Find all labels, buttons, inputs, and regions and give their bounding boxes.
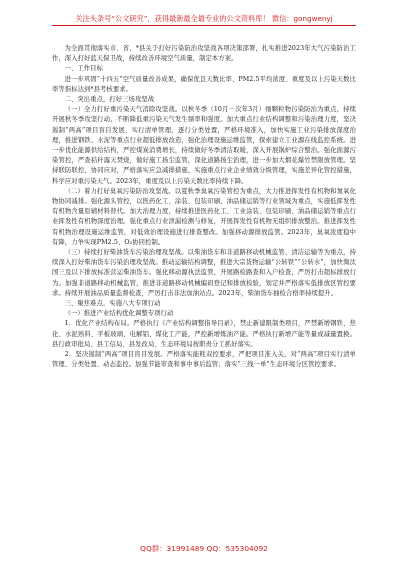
section-heading: 三、聚焦难点，实施八大专项行动	[64, 300, 161, 308]
section-heading: （一）推进产业结构优化调整专项行动	[64, 310, 174, 318]
body-paragraph: （二）着力打好臭氧污染防治攻坚战。以夏秋季臭氧污染管控为重点，大力推进挥发性有机物和氮氧化物协同减排。强化源头管控，以医药化工、涂装、包装印刷、油品储运销等行业领域为重点，实施低挥发性有机物含量原辅材料替代。加大治理力度，持续推进医药化工、工业涂装、包装印刷、油品储运销等重点行业挥发性有机物深度治理。强化重点行业泄漏检测与修复，开展挥发性有机物无组织排放整治。推进挥发性有机物治理设施运维监管，对低效治理设施进行排查整改。加强移动源排放监管。2023年，臭氧浓度稳中有降，力争实现PM2.5、O₃协同控制。	[52, 187, 356, 246]
document-body	[52, 44, 356, 534]
section-heading: 二、突出重点，打好三场攻坚战	[64, 96, 155, 104]
section-heading: 一、工作目标	[64, 65, 103, 73]
body-paragraph: 2．坚决遏制“两高”项目盲目发展。严格落实能耗双控要求，严把项目准入关，对“两高”项目实行清单管理、分类处置、动态监控。加强节能审查和事中事后监管；落实“三线一单”生态环境分区管控要求。	[52, 351, 356, 369]
body-paragraph: 1．优化产业结构布局。严格执行《产业结构调整指导目录》，禁止新建限制类项目，严禁新增钢铁、焦化、水泥熟料、平板玻璃、电解铝、煤化工产能，严控新增炼油产能。严格执行新增产能等量或减量置换。县行政审批局、县工信局、县发改局、生态环境局按职责分工抓好落实。	[52, 320, 356, 348]
body-paragraph: （三）持续打好柴油货车污染治理攻坚战。以柴油货车和非道路移动机械监管、清洁运输等为重点，持续深入打好柴油货车污染治理攻坚战。推动运输结构调整，推进大宗货物运输“公转铁”“公转水”，加快淘汰国三及以下排放标准营运柴油货车。强化移动源执法监管，开展路检路查和入户检查，严厉打击超标排放行为。加强非道路移动机械监管，推进非道路移动机械编码登记和排放检验，划定并严格落实低排放区管控要求。持续开展油品质量监督检查，严厉打击非法加油站点。2023年，柴油货车抽检合格率持续提升。	[52, 249, 356, 297]
body-paragraph: 为全面贯彻落实市、省、*县关于打好污染防治攻坚战各项决策部署，扎实推进2023年大气污染防治工作，深入打好蓝天保卫战，持续改善环境空气质量，制定本方案。	[52, 45, 356, 63]
footer-contact: QQ群：31991489 QQ：535304092	[140, 544, 268, 553]
body-paragraph: 进一步巩固“十四五”空气质量改善成果，确保优良天数比率、PM2.5平均浓度、重度及以上污染天数比率等指标达到*县考核要求。	[52, 75, 356, 93]
body-paragraph: （一）全力打好重污染天气消除攻坚战。以秋冬季（10月－次年3月）细颗粒物污染防治为重点，持续开展秋冬季攻坚行动，不断降低重污染天气发生频率和强度。加大重点行业结构调整和污染治理力度，坚决遏制“两高”项目盲目发展，实行清单管理，逐行分类处置，严格环境准入，加快实施工业污染排放深度治理，推进钢铁、水泥等重点行业超低排放改造，强化治理设施运维监管，探索建立工业源在线监控系统。进一步优化能源供给结构，严控煤炭消费增长，持续做好冬季清洁取暖，深入开展锅炉综合整治。强化面源污染管控，严查秸秆露天焚烧，做好施工扬尘监管，深化道路扬尘治理，进一步加大烟花爆竹禁限放管理。坚持联防联控，协同应对，严格落实应急减排措施，实施重点行业企业绩效分级管理，实施差异化管控措施，科学应对重污染天气。2023年，重度及以上污染天数比率持续下降。	[52, 106, 356, 185]
header-banner: 关注头条号“公文研究”，获得最新最全最专业的公文资料库！ 微信：gongwenyj	[52, 14, 356, 26]
